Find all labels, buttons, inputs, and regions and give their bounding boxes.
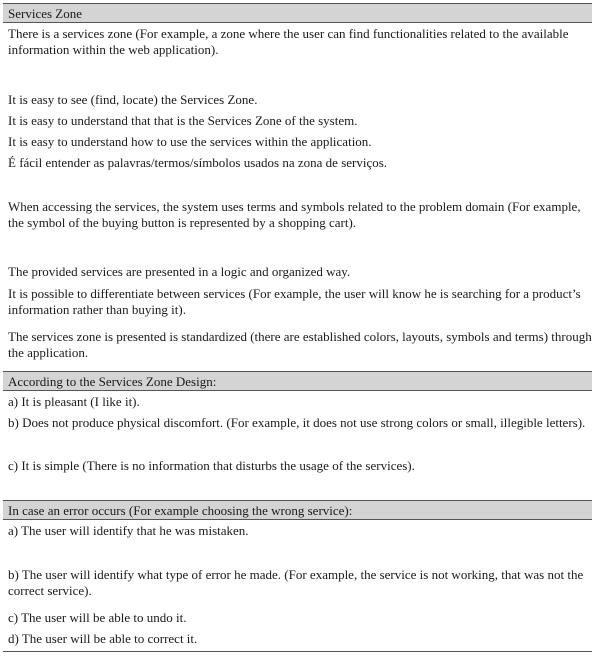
question-item: The services zone is presented is standardized (there are established colors, layouts, symbols and terms) through the application. (8, 329, 592, 360)
question-item: c) It is simple (There is no information that disturbs the usage of the services). (8, 458, 415, 473)
question-item: It is easy to understand that that is the Services Zone of the system. (8, 113, 358, 128)
table-bottom-border (3, 651, 592, 652)
question-item: b) The user will identify what type of error he made. (For example, the service is not working, that was not the correct service). (8, 567, 584, 598)
question-item: It is possible to differentiate between services (For example, the user will know he is searching for a product’s information rather than buying it). (8, 286, 581, 317)
section-header-design (3, 371, 592, 391)
section-title: In case an error occurs (For example choosing the wrong service): (8, 503, 353, 518)
section-title: Services Zone (8, 6, 83, 21)
question-item: There is a services zone (For example, a zone where the user can find functionalities related to the available information within the web application). (8, 26, 569, 57)
question-item: b) Does not produce physical discomfort. (For example, it does not use strong colors or small, illegible letters). (8, 415, 586, 430)
question-item: d) The user will be able to correct it. (8, 631, 198, 646)
question-item: a) The user will identify that he was mistaken. (8, 523, 249, 538)
question-item: c) The user will be able to undo it. (8, 610, 187, 625)
question-item: It is easy to understand how to use the services within the application. (8, 134, 372, 149)
question-item: The provided services are presented in a logic and organized way. (8, 264, 351, 279)
section-title: According to the Services Zone Design: (8, 374, 217, 389)
question-item: It is easy to see (find, locate) the Services Zone. (8, 92, 258, 107)
question-item: É fácil entender as palavras/termos/símbolos usados na zona de serviços. (8, 155, 388, 170)
section-header-errors (3, 500, 592, 520)
question-item: When accessing the services, the system uses terms and symbols related to the problem domain (For example, the symbol of the buying button is represented by a shopping cart). (8, 199, 581, 230)
question-item: a) It is pleasant (I like it). (8, 394, 140, 409)
section-header-services-zone (3, 3, 592, 23)
